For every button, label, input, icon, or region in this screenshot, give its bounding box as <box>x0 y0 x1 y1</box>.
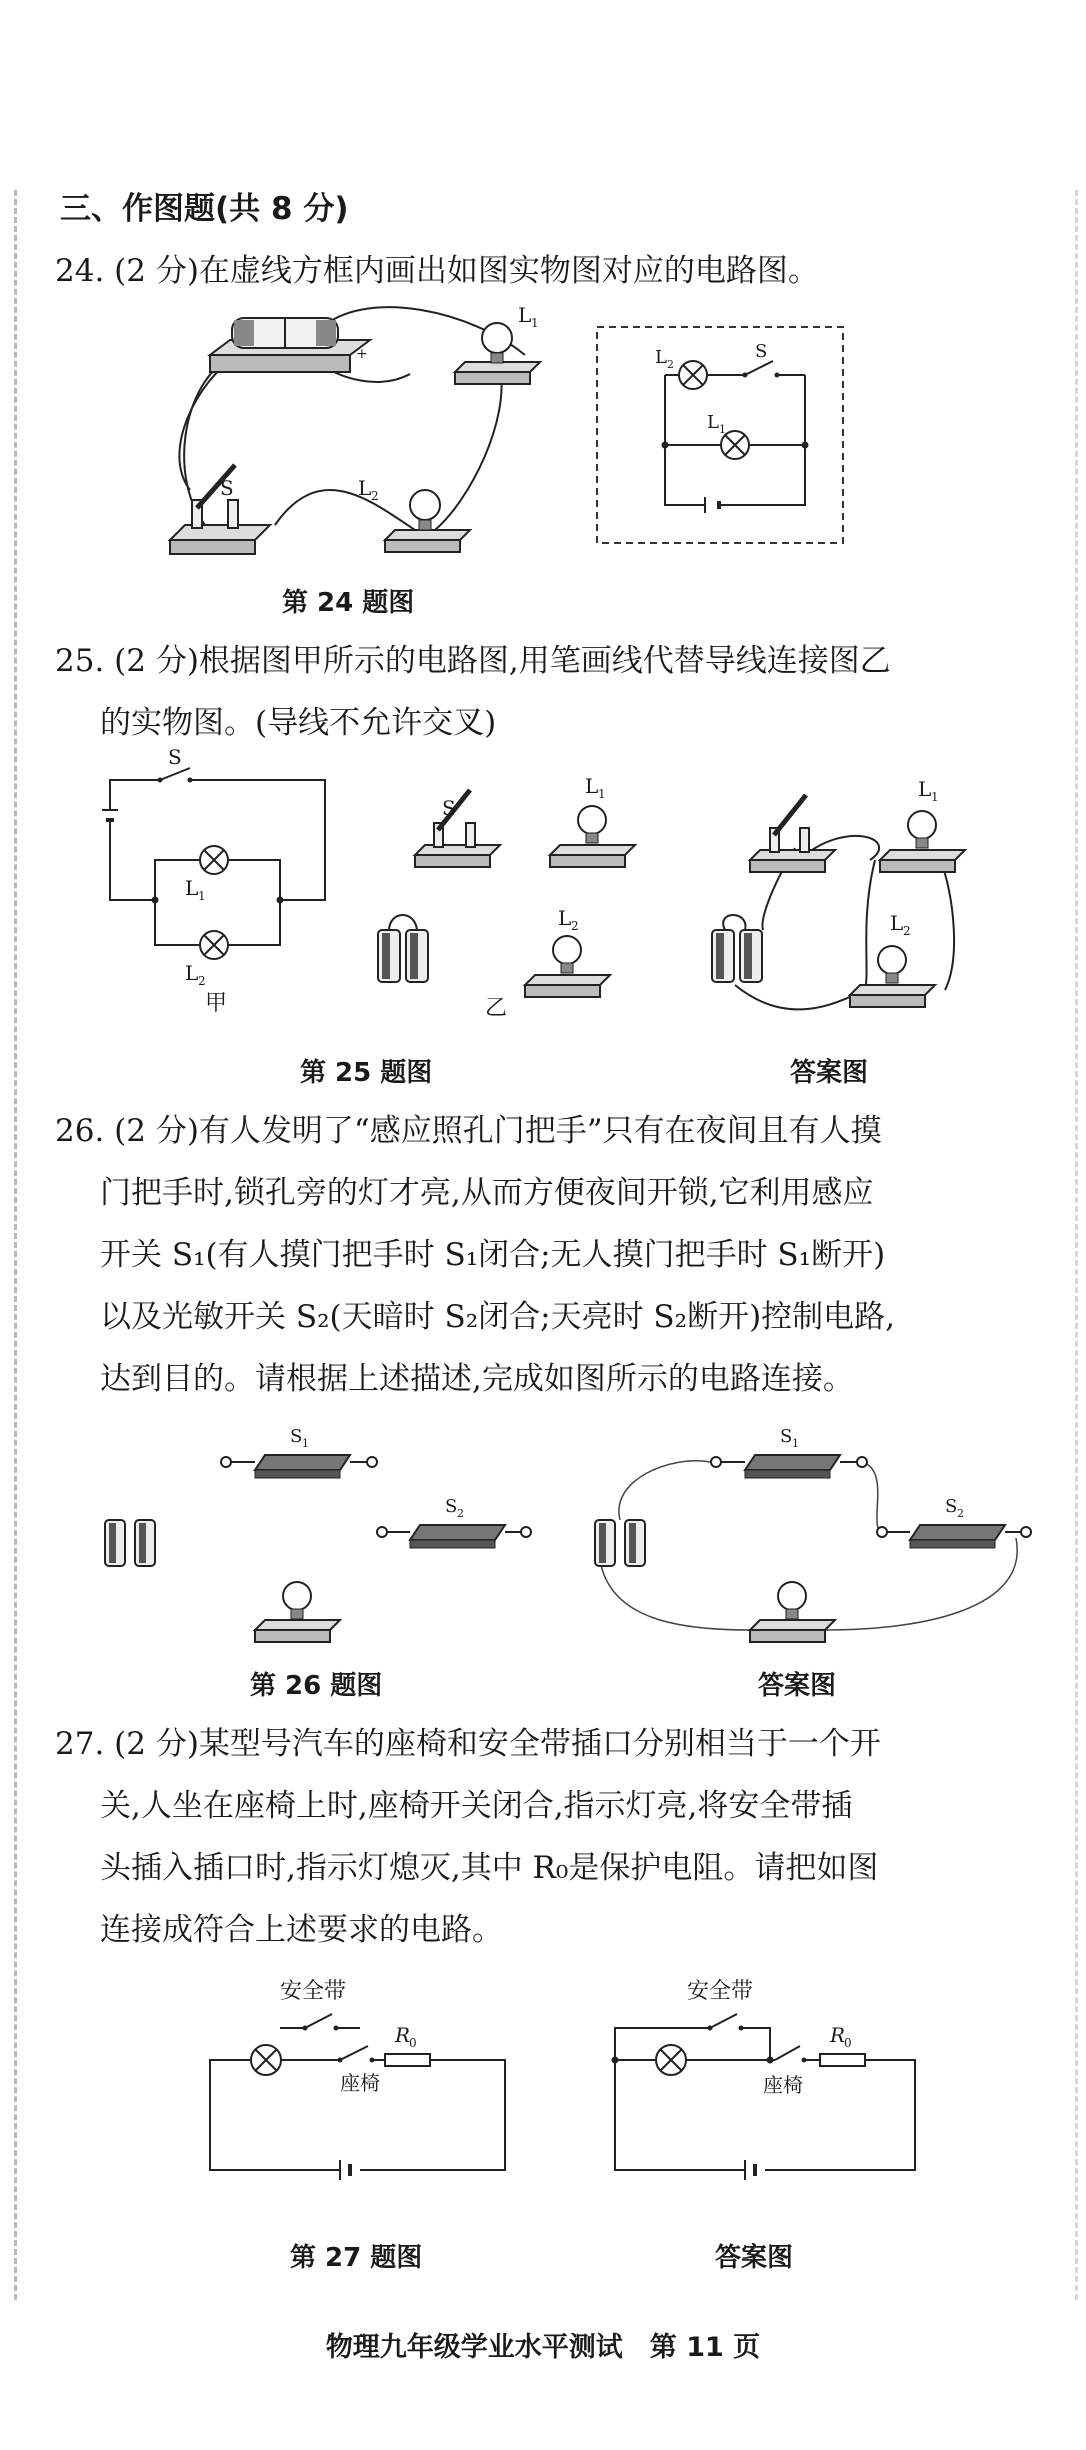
svg-text:乙: 乙 <box>485 996 508 1021</box>
svg-text:1: 1 <box>931 790 939 804</box>
lamp-l2 <box>525 906 610 997</box>
q26-line3: 开关 S₁(有人摸门把手时 S₁闭合;无人摸门把手时 S₁断开) <box>100 1237 886 1273</box>
q27-line2: 关,人坐在座椅上时,座椅开关闭合,指示灯亮,将安全带插 <box>100 1788 853 1824</box>
svg-text:1: 1 <box>598 787 606 801</box>
q26-answer-caption: 答案图 <box>758 1671 837 1701</box>
svg-text:R: R <box>395 2023 411 2047</box>
q26-answer-figure <box>590 1420 1050 1650</box>
svg-text:2: 2 <box>903 924 911 938</box>
q27-line3: 头插入插口时,指示灯熄灭,其中 R₀是保护电阻。请把如图 <box>100 1850 879 1886</box>
svg-text:S: S <box>445 1496 458 1517</box>
svg-text:L: L <box>585 774 599 798</box>
q25-circuit-jia <box>90 745 340 1020</box>
answer-lamp-l2 <box>850 911 935 1007</box>
svg-text:S: S <box>220 476 234 500</box>
svg-text:L: L <box>890 911 904 935</box>
q26-line1: 26. (2 分)有人发明了“感应照孔门把手”只有在夜间且有人摸 <box>55 1113 882 1149</box>
svg-text:R: R <box>830 2023 846 2047</box>
q26-line5: 达到目的。请根据上述描述,完成如图所示的电路连接。 <box>100 1361 854 1397</box>
svg-text:2: 2 <box>571 919 579 933</box>
svg-text:座椅: 座椅 <box>763 2073 803 2097</box>
svg-text:甲: 甲 <box>205 991 228 1016</box>
q25-answer-caption: 答案图 <box>790 1058 869 1088</box>
right-edge-line <box>1075 190 1078 2300</box>
answer-batteries <box>712 930 762 982</box>
svg-text:S: S <box>945 1496 958 1517</box>
q25-line2: 的实物图。(导线不允许交叉) <box>100 705 497 741</box>
q24-caption: 第 24 题图 <box>282 588 415 618</box>
svg-text:L: L <box>918 777 932 801</box>
q25-physical-yi <box>370 775 670 1025</box>
q27-line4: 连接成符合上述要求的电路。 <box>100 1912 503 1948</box>
q27-answer-circuit <box>605 1970 965 2200</box>
svg-text:座椅: 座椅 <box>340 2071 380 2095</box>
svg-text:L: L <box>518 303 532 327</box>
page-footer: 物理九年级学业水平测试 第 11 页 <box>325 2332 761 2363</box>
section-title: 三、作图题(共 8 分) <box>60 191 349 227</box>
lamp-l1 <box>550 774 635 867</box>
svg-text:S: S <box>168 745 182 769</box>
svg-text:安全带: 安全带 <box>687 1979 754 2004</box>
svg-text:S: S <box>442 796 456 820</box>
q24-text: 24. (2 分)在虚线方框内画出如图实物图对应的电路图。 <box>55 253 819 289</box>
q27-line1: 27. (2 分)某型号汽车的座椅和安全带插口分别相当于一个开 <box>55 1726 881 1762</box>
lamp-l2 <box>358 476 470 552</box>
svg-text:L: L <box>185 876 199 900</box>
svg-text:1: 1 <box>198 889 206 903</box>
svg-text:S: S <box>780 1426 793 1447</box>
svg-text:L: L <box>707 412 719 433</box>
binding-dashed-line <box>14 190 17 2300</box>
svg-text:S: S <box>290 1426 303 1447</box>
q25-answer-figure <box>700 770 1020 1025</box>
batteries <box>378 915 428 982</box>
svg-text:安全带: 安全带 <box>280 1979 347 2004</box>
svg-text:2: 2 <box>198 974 206 988</box>
svg-text:2: 2 <box>957 1507 964 1520</box>
lamp-l1 <box>455 303 540 384</box>
switch-s <box>415 790 500 867</box>
q26-line4: 以及光敏开关 S₂(天暗时 S₂闭合;天亮时 S₂断开)控制电路, <box>100 1299 896 1335</box>
answer-switch <box>750 795 835 872</box>
svg-text:2: 2 <box>667 358 674 371</box>
q26-caption: 第 26 题图 <box>250 1671 383 1701</box>
svg-text:1: 1 <box>792 1437 799 1450</box>
svg-text:2: 2 <box>371 489 379 503</box>
svg-text:L: L <box>358 476 372 500</box>
q27-answer-caption: 答案图 <box>715 2243 794 2273</box>
svg-text:L: L <box>185 961 199 985</box>
q26-question-figure <box>100 1420 540 1650</box>
svg-text:1: 1 <box>302 1437 309 1450</box>
answer-lamp-l1 <box>880 777 965 872</box>
battery-holder <box>210 318 370 372</box>
q25-line1: 25. (2 分)根据图甲所示的电路图,用笔画线代替导线连接图乙 <box>55 643 891 679</box>
q25-caption: 第 25 题图 <box>300 1058 433 1088</box>
q27-question-circuit <box>200 1970 560 2200</box>
svg-text:1: 1 <box>719 423 726 436</box>
svg-text:2: 2 <box>457 1507 464 1520</box>
svg-text:1: 1 <box>531 316 539 330</box>
q26-line2: 门把手时,锁孔旁的灯才亮,从而方便夜间开锁,它利用感应 <box>100 1175 874 1211</box>
q24-answer-box <box>595 325 845 545</box>
svg-text:0: 0 <box>409 2036 417 2050</box>
q27-caption: 第 27 题图 <box>290 2243 423 2273</box>
svg-text:L: L <box>558 906 572 930</box>
svg-text:+: + <box>356 346 368 362</box>
svg-text:0: 0 <box>844 2036 852 2050</box>
svg-text:L: L <box>655 347 667 368</box>
svg-text:S: S <box>755 341 768 362</box>
q24-physical-figure <box>170 300 590 560</box>
